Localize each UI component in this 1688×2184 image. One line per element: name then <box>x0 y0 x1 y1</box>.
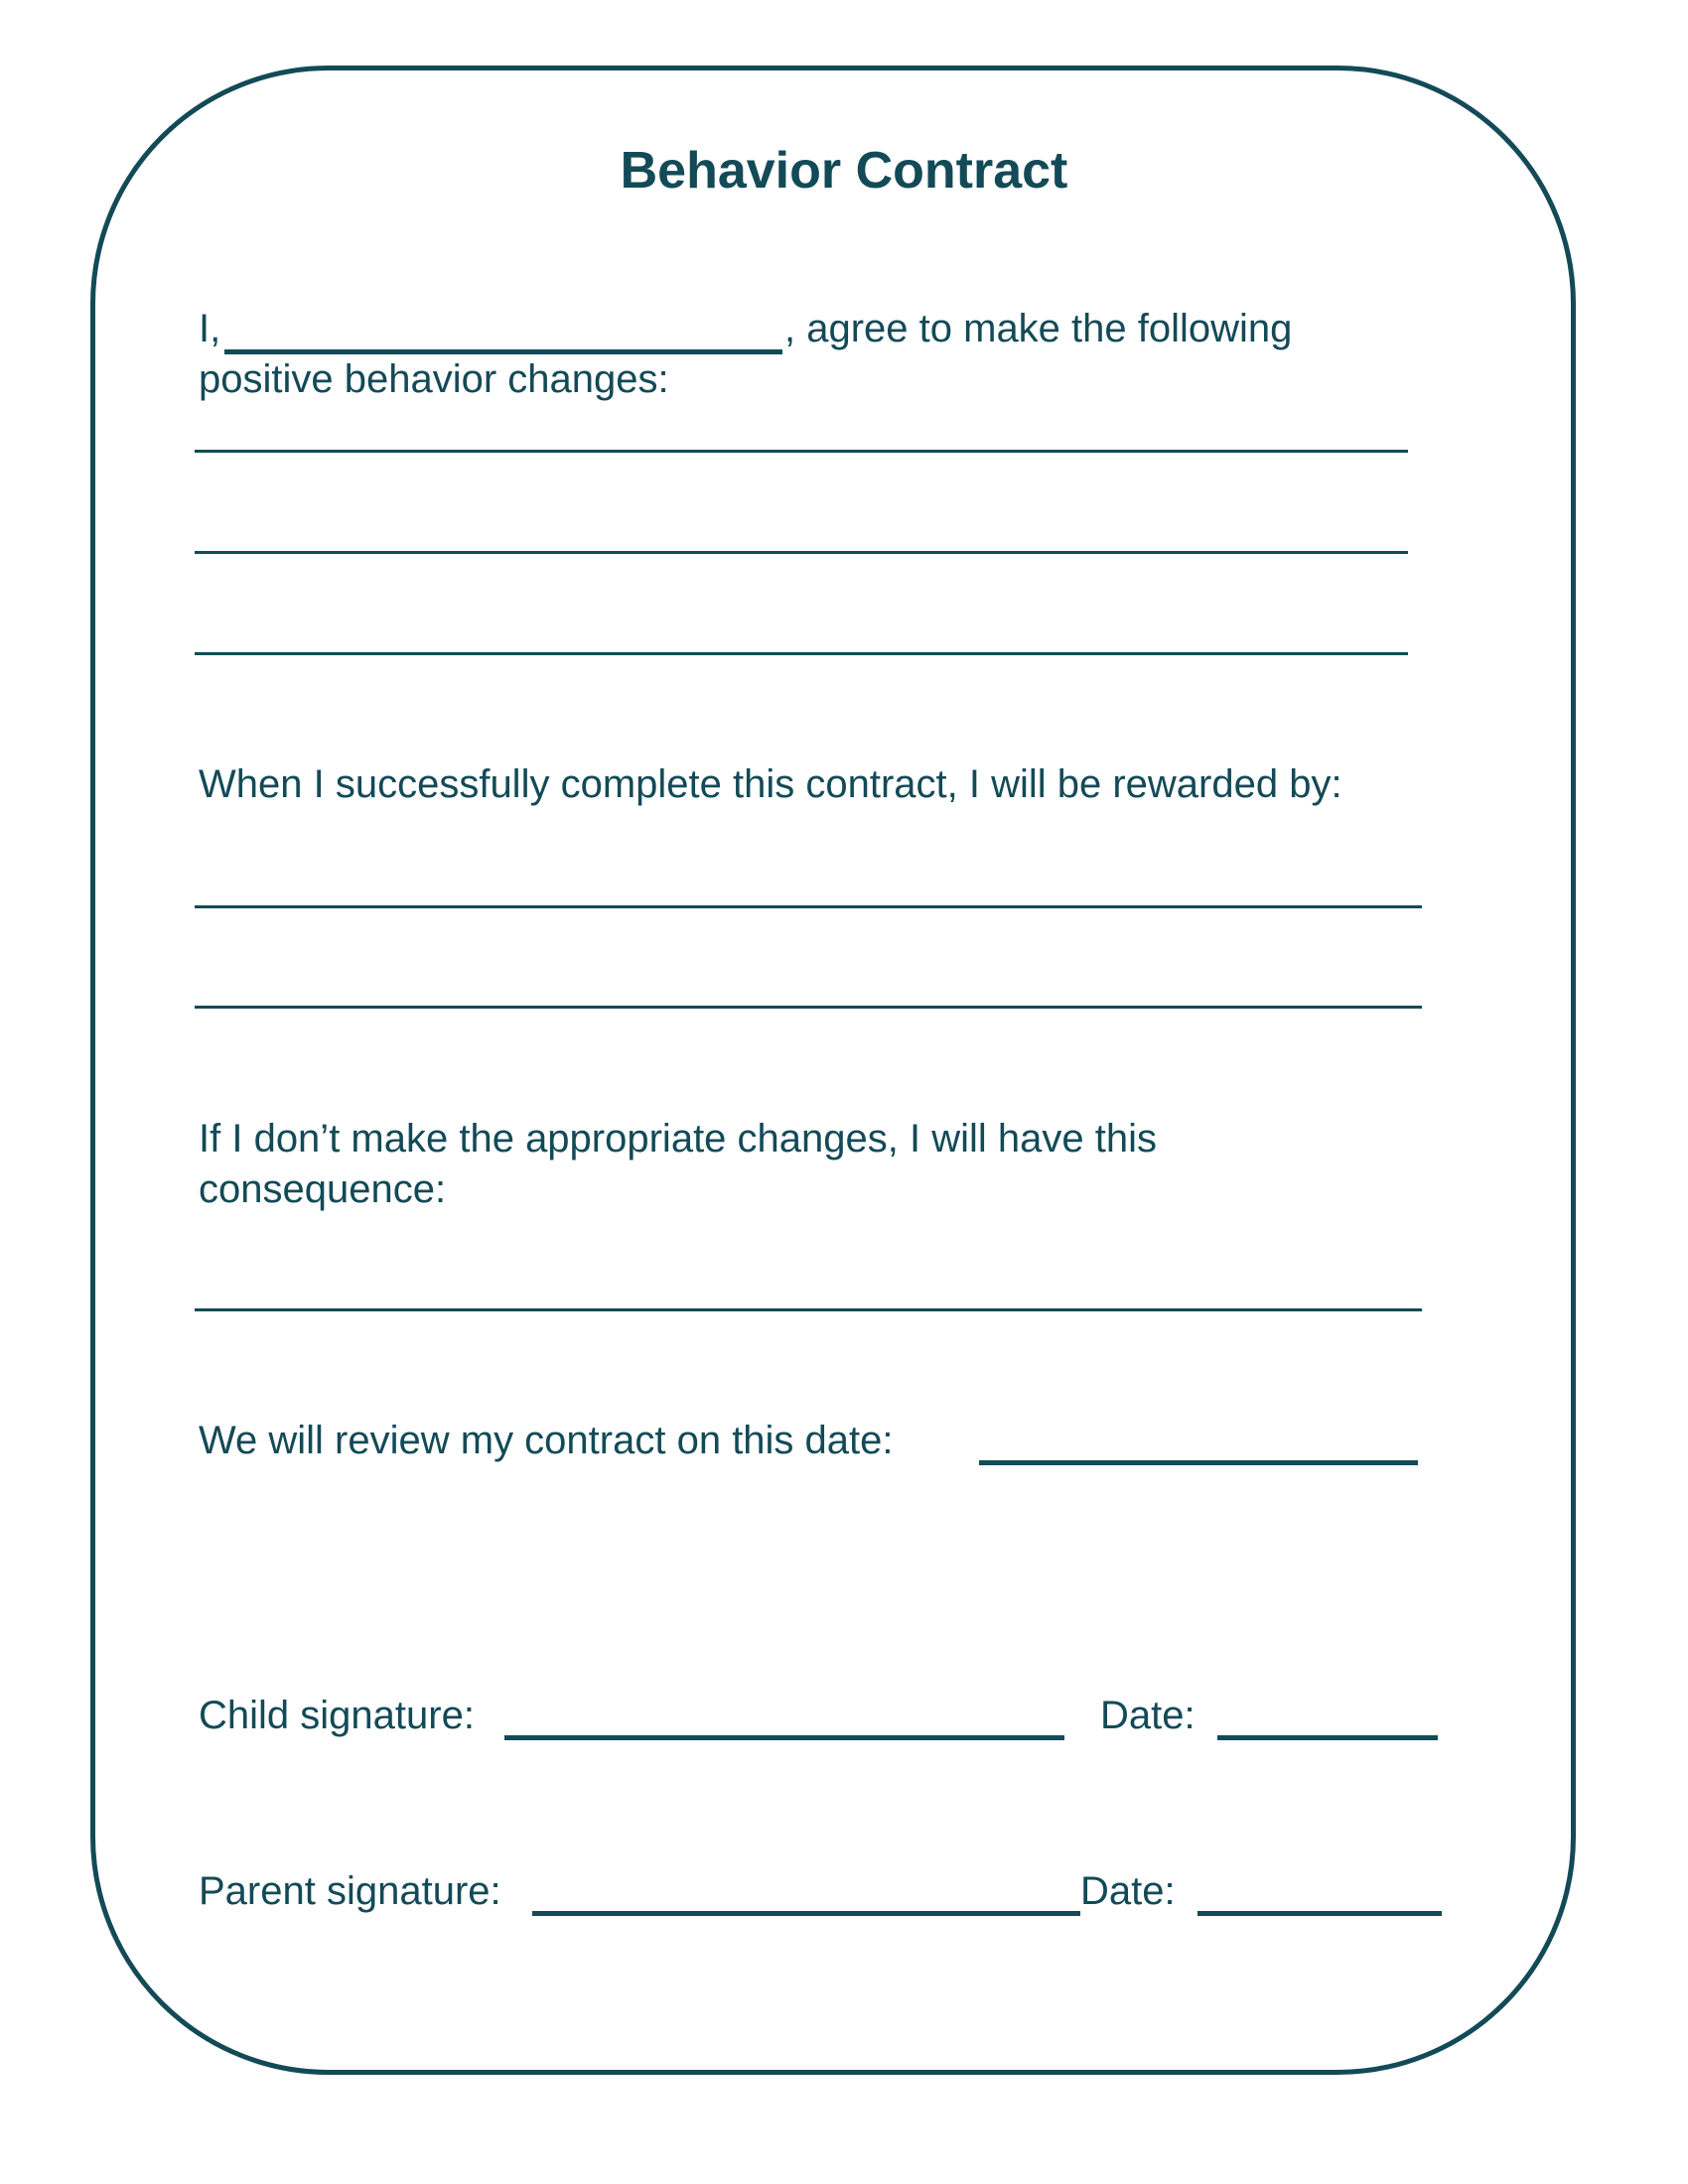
intro-line2: positive behavior changes: <box>199 357 669 401</box>
consequence-line1: If I don’t make the appropriate changes, I will have this <box>199 1117 1157 1160</box>
child-signature-blank[interactable] <box>504 1735 1064 1740</box>
reward-line-1[interactable] <box>195 905 1422 908</box>
reward-line-2[interactable] <box>195 1006 1422 1009</box>
intro-prefix: I, <box>199 307 221 350</box>
behavior-change-line-2[interactable] <box>195 551 1408 554</box>
consequence-line2: consequence: <box>199 1167 447 1211</box>
child-date-blank[interactable] <box>1217 1735 1438 1740</box>
page-title: Behavior Contract <box>620 142 1068 200</box>
parent-signature-blank[interactable] <box>532 1911 1080 1916</box>
parent-date-label: Date: <box>1080 1869 1176 1913</box>
review-date-blank[interactable] <box>979 1460 1418 1465</box>
parent-signature-label: Parent signature: <box>199 1869 501 1913</box>
behavior-change-line-3[interactable] <box>195 652 1408 655</box>
behavior-change-line-1[interactable] <box>195 450 1408 453</box>
parent-date-blank[interactable] <box>1197 1911 1442 1916</box>
child-date-label: Date: <box>1100 1694 1196 1737</box>
reward-text: When I successfully complete this contract, I will be rewarded by: <box>199 762 1342 806</box>
intro-line1-suffix: , agree to make the following <box>784 307 1293 350</box>
consequence-line[interactable] <box>195 1308 1422 1311</box>
child-signature-label: Child signature: <box>199 1694 475 1737</box>
review-text: We will review my contract on this date: <box>199 1419 894 1462</box>
